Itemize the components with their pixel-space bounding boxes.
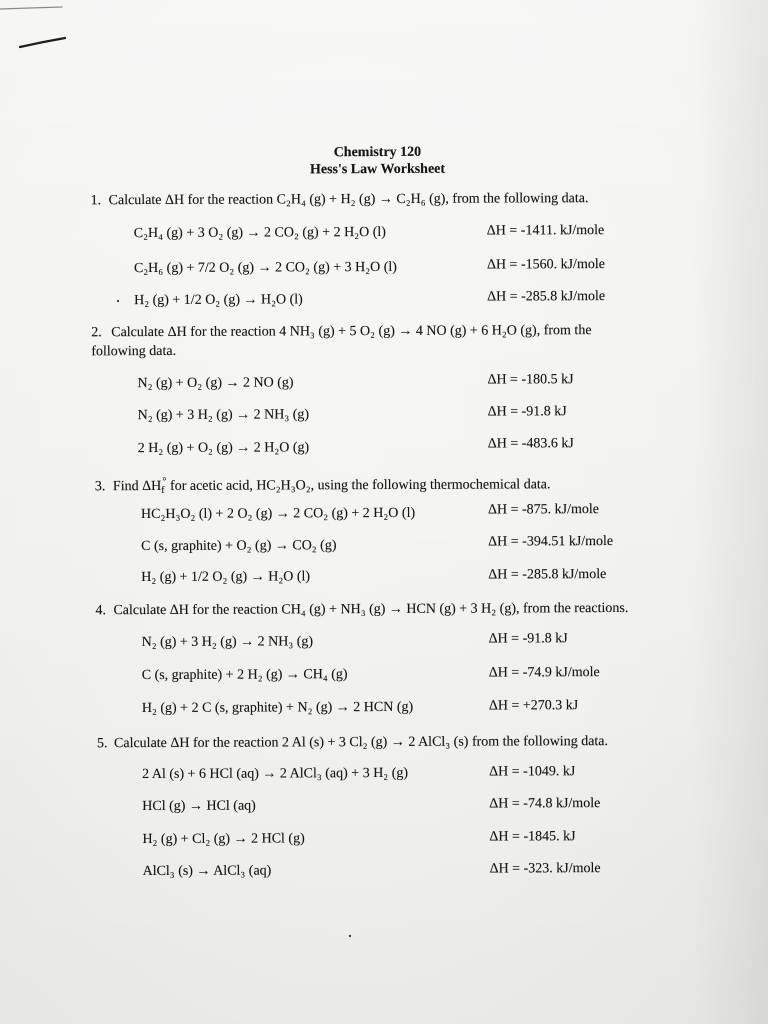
reaction-5a-equation: 2 Al (s) + 6 HCl (aq) → 2 AlCl₃ (aq) + 3 H₂ (g) [142, 765, 409, 783]
reaction-3b-delta-h: ΔH = -394.51 kJ/mole [488, 534, 614, 550]
reaction-5c-equation: H₂ (g) + Cl₂ (g) → 2 HCl (g) [142, 831, 305, 848]
problem-5-number: 5. [96, 736, 108, 752]
problem-2-number: 2. [91, 325, 102, 341]
reaction-1b-equation: C₂H₆ (g) + 7/2 O₂ (g) → 2 CO₂ (g) + 3 H₂O (l) [133, 259, 397, 277]
reaction-4a-delta-h: ΔH = -91.8 kJ [488, 631, 568, 647]
reaction-3c-equation: H₂ (g) + 1/2 O₂ (g) → H₂O (l) [141, 569, 311, 586]
course-title: Chemistry 120 [333, 144, 422, 161]
reaction-3c-delta-h: ΔH = -285.8 kJ/mole [488, 567, 607, 583]
problem-2-question: Calculate ΔH for the reaction 4 NH₃ (g) + 5 O₂ (g) → 4 NO (g) + 6 H₂O (g), from the [111, 323, 592, 341]
reaction-3a-delta-h: ΔH = -875. kJ/mole [487, 502, 600, 518]
worksheet-title: Hess's Law Worksheet [309, 161, 446, 178]
reaction-5b-delta-h: ΔH = -74.8 kJ/mole [489, 796, 601, 812]
problem-3-number: 3. [94, 479, 106, 495]
reaction-2a-equation: N₂ (g) + O₂ (g) → 2 NO (g) [137, 375, 294, 392]
reaction-5a-delta-h: ΔH = -1049. kJ [489, 764, 576, 780]
reaction-5c-delta-h: ΔH = -1845. kJ [489, 829, 576, 845]
problem-3-question-lead: Find ΔH [112, 478, 162, 495]
problem-3-prompt [95, 471, 551, 500]
problem-5-question: Calculate ΔH for the reaction 2 Al (s) + 3 Cl₂ (g) → 2 AlCl₃ (s) from the following data. [113, 734, 609, 752]
problem-2-question-continued: following data. [91, 343, 177, 360]
problem-1-question: Calculate ΔH for the reaction C₂H₄ (g) + H₂ (g) → C₂H₆ (g), from the following data. [108, 191, 589, 209]
reaction-4c-delta-h: ΔH = +270.3 kJ [488, 698, 579, 714]
reaction-4b-equation: C (s, graphite) + 2 H₂ (g) → CH₄ (g) [141, 667, 348, 684]
problem-4-number: 4. [95, 603, 106, 619]
reaction-5b-equation: HCl (g) → HCl (aq) [142, 798, 256, 815]
problem-2-prompt [91, 322, 591, 342]
reaction-1c-delta-h: ΔH = -285.8 kJ/mole [487, 289, 606, 305]
reaction-4b-delta-h: ΔH = -74.9 kJ/mole [488, 665, 600, 681]
formation-subscript: f [161, 484, 165, 496]
reaction-2a-delta-h: ΔH = -180.5 kJ [487, 372, 574, 388]
standard-state-superscript: ° [162, 475, 167, 487]
reaction-1c-equation: H₂ (g) + 1/2 O₂ (g) → H₂O (l) [134, 292, 303, 309]
reaction-1a-equation: C₂H₄ (g) + 3 O₂ (g) → 2 CO₂ (g) + 2 H₂O (l) [133, 224, 386, 242]
reaction-4c-equation: H₂ (g) + 2 C (s, graphite) + N₂ (g) → 2 HCN (g) [141, 699, 414, 717]
reaction-2b-delta-h: ΔH = -91.8 kJ [487, 404, 567, 420]
reaction-3a-equation: HC₂H₃O₂ (l) + 2 O₂ (g) → 2 CO₂ (g) + 2 H₂O (l) [140, 505, 416, 523]
problem-5-prompt [97, 733, 608, 753]
reaction-2c-delta-h: ΔH = -483.6 kJ [487, 436, 574, 452]
problem-1-number: 1. [90, 193, 102, 209]
reaction-2b-equation: N₂ (g) + 3 H₂ (g) → 2 NH₃ (g) [137, 407, 310, 424]
reaction-2c-equation: 2 H₂ (g) + O₂ (g) → 2 H₂O (g) [137, 440, 310, 457]
reaction-5d-delta-h: ΔH = -323. kJ/mole [489, 861, 601, 877]
problem-1-prompt [91, 190, 589, 210]
reaction-1a-delta-h: ΔH = -1411. kJ/mole [486, 223, 605, 239]
reaction-3b-equation: C (s, graphite) + O₂ (g) → CO₂ (g) [141, 538, 337, 555]
problem-4-prompt [95, 600, 628, 620]
problem-3-question-rest: for acetic acid, HC₂H₃O₂, using the following thermochemical data. [166, 477, 551, 494]
reaction-5d-equation: AlCl₃ (s) → AlCl₃ (aq) [142, 863, 272, 880]
reaction-1b-delta-h: ΔH = -1560. kJ/mole [486, 257, 605, 273]
reaction-4a-equation: N₂ (g) + 3 H₂ (g) → 2 NH₃ (g) [141, 634, 314, 651]
problem-4-question: Calculate ΔH for the reaction CH₄ (g) + NH₃ (g) → HCN (g) + 3 H₂ (g), from the reactions. [113, 600, 629, 619]
